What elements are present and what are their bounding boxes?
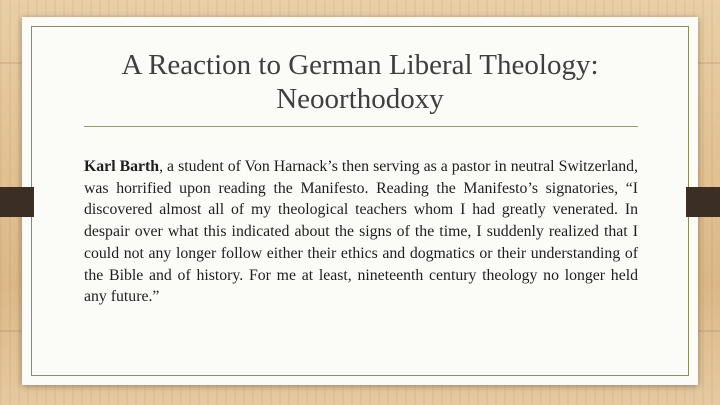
left-tab-decoration xyxy=(0,187,34,217)
right-tab-decoration xyxy=(686,187,720,217)
title-line-1: A Reaction to German Liberal Theology: xyxy=(121,49,599,81)
title-line-2: Neoorthodoxy xyxy=(276,83,444,115)
body-name: Karl Barth xyxy=(84,158,160,175)
slide-body xyxy=(84,156,638,308)
title-divider xyxy=(84,126,638,127)
slide-title xyxy=(40,48,680,116)
body-text: , a student of Von Harnack’s then serving as a pastor in neutral Switzerland, was horrified upon reading the Manifesto. Reading the Manifesto’s signatories, “I discovered almost all of my theological teachers whom I had greatly venerated. In despair over what this indicated about the signs of the time, I suddenly realized that I could not any longer follow either their ethics and dogmatics or their understanding of the Bible and of history. For me at least, nineteenth century theology no longer held any future.” xyxy=(84,158,638,306)
